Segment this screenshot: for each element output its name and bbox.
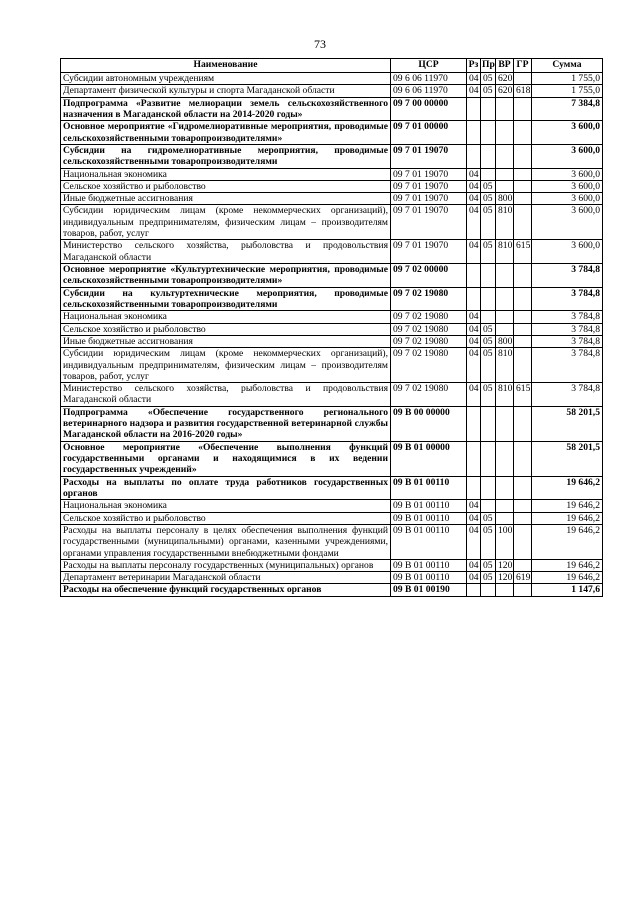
table-row — [61, 406, 603, 441]
cell-pr: 05 — [481, 85, 496, 97]
cell-code: 09 6 06 11970 — [391, 85, 467, 97]
cell-rz: 04 — [467, 348, 481, 383]
cell-amount: 3 600,0 — [532, 205, 603, 240]
cell-rz — [467, 97, 481, 121]
cell-vr: 100 — [496, 524, 514, 559]
table-row — [61, 205, 603, 240]
cell-pr — [481, 441, 496, 476]
cell-rz: 04 — [467, 500, 481, 512]
cell-amount: 19 646,2 — [532, 559, 603, 571]
cell-gr — [514, 348, 532, 383]
cell-code: 09 7 02 19080 — [391, 311, 467, 323]
cell-amount: 7 384,8 — [532, 97, 603, 121]
cell-gr — [514, 441, 532, 476]
cell-amount: 1 755,0 — [532, 85, 603, 97]
header-name: Наименование — [61, 59, 391, 73]
cell-gr — [514, 512, 532, 524]
cell-vr: 800 — [496, 335, 514, 347]
cell-rz: 04 — [467, 180, 481, 192]
cell-vr — [496, 323, 514, 335]
cell-code: 09 В 00 00000 — [391, 406, 467, 441]
header-rz: Рз — [467, 59, 481, 73]
cell-gr — [514, 406, 532, 441]
cell-rz: 04 — [467, 323, 481, 335]
cell-vr — [496, 500, 514, 512]
table-row — [61, 323, 603, 335]
cell-gr — [514, 559, 532, 571]
cell-pr — [481, 168, 496, 180]
table-row — [61, 97, 603, 121]
cell-code: 09 7 02 00000 — [391, 264, 467, 288]
cell-vr — [496, 406, 514, 441]
table-row — [61, 500, 603, 512]
cell-gr — [514, 73, 532, 85]
cell-rz: 04 — [467, 205, 481, 240]
table-row — [61, 476, 603, 500]
cell-code: 09 В 01 00190 — [391, 584, 467, 596]
cell-code: 09 7 01 19070 — [391, 180, 467, 192]
cell-pr — [481, 584, 496, 596]
cell-amount: 58 201,5 — [532, 441, 603, 476]
table-row — [61, 144, 603, 168]
cell-gr — [514, 168, 532, 180]
cell-vr — [496, 476, 514, 500]
cell-pr: 05 — [481, 335, 496, 347]
cell-name: Национальная экономика — [61, 168, 391, 180]
cell-amount: 3 784,8 — [532, 335, 603, 347]
header-amount: Сумма — [532, 59, 603, 73]
cell-vr: 810 — [496, 240, 514, 264]
header-code: ЦСР — [391, 59, 467, 73]
cell-name: Иные бюджетные ассигнования — [61, 193, 391, 205]
cell-name: Субсидии на гидромелиоративные мероприятия, проводимые сельскохозяйственными товаропроизводителями — [61, 144, 391, 168]
cell-name: Субсидии юридическим лицам (кроме некоммерческих организаций), индивидуальным предпринимателям, физическим лицам – производителям товаров, работ, услуг — [61, 205, 391, 240]
cell-amount: 3 784,8 — [532, 323, 603, 335]
cell-amount: 19 646,2 — [532, 572, 603, 584]
cell-name: Подпрограмма «Обеспечение государственного регионального ветеринарного надзора и развития государственной ветеринарной службы Магаданской области на 2016-2020 годы» — [61, 406, 391, 441]
cell-gr — [514, 97, 532, 121]
cell-vr: 810 — [496, 383, 514, 407]
cell-rz: 04 — [467, 73, 481, 85]
cell-vr — [496, 512, 514, 524]
cell-vr — [496, 287, 514, 311]
table-row — [61, 584, 603, 596]
cell-code: 09 6 06 11970 — [391, 73, 467, 85]
cell-code: 09 7 01 19070 — [391, 168, 467, 180]
cell-gr — [514, 144, 532, 168]
cell-gr: 618 — [514, 85, 532, 97]
cell-code: 09 7 01 00000 — [391, 121, 467, 145]
table-row — [61, 524, 603, 559]
table-row — [61, 168, 603, 180]
table-row — [61, 193, 603, 205]
cell-rz: 04 — [467, 335, 481, 347]
cell-name: Субсидии автономным учреждениям — [61, 73, 391, 85]
cell-vr — [496, 584, 514, 596]
cell-rz: 04 — [467, 524, 481, 559]
cell-gr — [514, 193, 532, 205]
cell-pr: 05 — [481, 572, 496, 584]
cell-name: Сельское хозяйство и рыболовство — [61, 512, 391, 524]
cell-vr: 620 — [496, 85, 514, 97]
cell-name: Министерство сельского хозяйства, рыболовства и продовольствия Магаданской области — [61, 383, 391, 407]
cell-vr — [496, 311, 514, 323]
cell-amount: 3 600,0 — [532, 180, 603, 192]
cell-name: Основное мероприятие «Гидромелиоративные мероприятия, проводимые сельскохозяйственными товаропроизводителями» — [61, 121, 391, 145]
cell-vr: 120 — [496, 559, 514, 571]
cell-gr: 615 — [514, 383, 532, 407]
cell-pr: 05 — [481, 193, 496, 205]
table-row — [61, 240, 603, 264]
cell-amount: 58 201,5 — [532, 406, 603, 441]
cell-vr: 810 — [496, 205, 514, 240]
cell-gr: 619 — [514, 572, 532, 584]
table-row — [61, 264, 603, 288]
cell-code: 09 7 02 19080 — [391, 335, 467, 347]
cell-gr — [514, 180, 532, 192]
table-row — [61, 559, 603, 571]
table-row — [61, 180, 603, 192]
cell-rz: 04 — [467, 512, 481, 524]
cell-vr: 800 — [496, 193, 514, 205]
cell-code: 09 В 01 00110 — [391, 524, 467, 559]
table-row — [61, 311, 603, 323]
cell-name: Национальная экономика — [61, 311, 391, 323]
table-body — [61, 73, 603, 597]
cell-pr — [481, 97, 496, 121]
cell-pr — [481, 264, 496, 288]
cell-gr — [514, 524, 532, 559]
table-row — [61, 348, 603, 383]
cell-code: 09 В 01 00110 — [391, 512, 467, 524]
cell-pr — [481, 121, 496, 145]
cell-vr — [496, 441, 514, 476]
cell-code: 09 7 01 19070 — [391, 193, 467, 205]
cell-vr — [496, 180, 514, 192]
cell-code: 09 В 01 00110 — [391, 572, 467, 584]
table-row — [61, 121, 603, 145]
cell-pr — [481, 500, 496, 512]
cell-pr: 05 — [481, 383, 496, 407]
cell-rz: 04 — [467, 85, 481, 97]
cell-amount: 19 646,2 — [532, 524, 603, 559]
cell-amount: 3 600,0 — [532, 144, 603, 168]
cell-code: 09 7 02 19080 — [391, 287, 467, 311]
cell-gr — [514, 500, 532, 512]
cell-pr: 05 — [481, 348, 496, 383]
cell-pr — [481, 406, 496, 441]
table-row — [61, 287, 603, 311]
cell-pr: 05 — [481, 323, 496, 335]
budget-table — [60, 58, 603, 597]
cell-pr: 05 — [481, 205, 496, 240]
table-row — [61, 441, 603, 476]
cell-vr — [496, 264, 514, 288]
cell-rz: 04 — [467, 193, 481, 205]
cell-rz — [467, 476, 481, 500]
cell-name: Подпрограмма «Развитие мелиорации земель сельскохозяйственного назначения в Магаданской области на 2014-2020 годы» — [61, 97, 391, 121]
cell-name: Сельское хозяйство и рыболовство — [61, 180, 391, 192]
cell-rz: 04 — [467, 168, 481, 180]
cell-pr: 05 — [481, 524, 496, 559]
table-row — [61, 512, 603, 524]
cell-amount: 3 784,8 — [532, 287, 603, 311]
cell-rz: 04 — [467, 240, 481, 264]
cell-name: Министерство сельского хозяйства, рыболовства и продовольствия Магаданской области — [61, 240, 391, 264]
cell-gr — [514, 121, 532, 145]
cell-amount: 3 600,0 — [532, 193, 603, 205]
cell-pr — [481, 476, 496, 500]
cell-pr: 05 — [481, 240, 496, 264]
cell-code: 09 7 01 19070 — [391, 205, 467, 240]
cell-pr — [481, 311, 496, 323]
cell-name: Сельское хозяйство и рыболовство — [61, 323, 391, 335]
cell-amount: 3 600,0 — [532, 121, 603, 145]
cell-pr — [481, 287, 496, 311]
cell-amount: 19 646,2 — [532, 500, 603, 512]
cell-name: Национальная экономика — [61, 500, 391, 512]
cell-amount: 1 755,0 — [532, 73, 603, 85]
cell-rz — [467, 584, 481, 596]
cell-amount: 3 784,8 — [532, 383, 603, 407]
cell-rz: 04 — [467, 572, 481, 584]
cell-rz — [467, 441, 481, 476]
page-number: 73 — [314, 37, 326, 51]
cell-rz — [467, 406, 481, 441]
table-header-row — [61, 59, 603, 73]
cell-pr — [481, 144, 496, 168]
cell-code: 09 7 00 00000 — [391, 97, 467, 121]
table-row — [61, 85, 603, 97]
cell-amount: 3 600,0 — [532, 168, 603, 180]
cell-amount: 1 147,6 — [532, 584, 603, 596]
header-pr: Пр — [481, 59, 496, 73]
cell-name: Иные бюджетные ассигнования — [61, 335, 391, 347]
cell-name: Расходы на выплаты по оплате труда работников государственных органов — [61, 476, 391, 500]
cell-rz — [467, 264, 481, 288]
cell-amount: 19 646,2 — [532, 512, 603, 524]
cell-gr: 615 — [514, 240, 532, 264]
cell-rz — [467, 287, 481, 311]
cell-code: 09 В 01 00110 — [391, 500, 467, 512]
cell-name: Субсидии юридическим лицам (кроме некоммерческих организаций), индивидуальным предпринимателям, физическим лицам – производителям товаров, работ, услуг — [61, 348, 391, 383]
cell-rz: 04 — [467, 383, 481, 407]
cell-code: 09 7 02 19080 — [391, 348, 467, 383]
cell-gr — [514, 476, 532, 500]
cell-vr: 120 — [496, 572, 514, 584]
cell-vr — [496, 144, 514, 168]
cell-amount: 3 784,8 — [532, 311, 603, 323]
cell-name: Основное мероприятие «Обеспечение выполнения функций государственными органами и находящимися в их ведении государственных учреждений» — [61, 441, 391, 476]
table-row — [61, 335, 603, 347]
cell-pr: 05 — [481, 559, 496, 571]
cell-rz — [467, 121, 481, 145]
cell-code: 09 В 01 00110 — [391, 476, 467, 500]
cell-name: Основное мероприятие «Культуртехнические мероприятия, проводимые сельскохозяйственными товаропроизводителями» — [61, 264, 391, 288]
cell-vr — [496, 168, 514, 180]
cell-code: 09 В 01 00110 — [391, 559, 467, 571]
cell-code: 09 7 02 19080 — [391, 383, 467, 407]
cell-gr — [514, 287, 532, 311]
cell-amount: 19 646,2 — [532, 476, 603, 500]
cell-gr — [514, 311, 532, 323]
cell-vr: 620 — [496, 73, 514, 85]
cell-code: 09 В 01 00000 — [391, 441, 467, 476]
cell-amount: 3 784,8 — [532, 348, 603, 383]
cell-name: Департамент ветеринарии Магаданской области — [61, 572, 391, 584]
cell-amount: 3 600,0 — [532, 240, 603, 264]
cell-name: Расходы на выплаты персоналу государственных (муниципальных) органов — [61, 559, 391, 571]
cell-gr — [514, 584, 532, 596]
table-row — [61, 383, 603, 407]
table-row — [61, 73, 603, 85]
cell-name: Субсидии на культуртехнические мероприятия, проводимые сельскохозяйственными товаропроизводителями — [61, 287, 391, 311]
cell-name: Расходы на обеспечение функций государственных органов — [61, 584, 391, 596]
cell-amount: 3 784,8 — [532, 264, 603, 288]
header-vr: ВР — [496, 59, 514, 73]
table-row — [61, 572, 603, 584]
cell-rz: 04 — [467, 559, 481, 571]
cell-pr: 05 — [481, 512, 496, 524]
cell-rz: 04 — [467, 311, 481, 323]
cell-pr: 05 — [481, 180, 496, 192]
cell-pr: 05 — [481, 73, 496, 85]
cell-vr — [496, 121, 514, 145]
cell-gr — [514, 264, 532, 288]
cell-code: 09 7 01 19070 — [391, 144, 467, 168]
cell-name: Департамент физической культуры и спорта Магаданской области — [61, 85, 391, 97]
cell-gr — [514, 323, 532, 335]
cell-gr — [514, 205, 532, 240]
cell-code: 09 7 01 19070 — [391, 240, 467, 264]
header-gr: ГР — [514, 59, 532, 73]
cell-name: Расходы на выплаты персоналу в целях обеспечения выполнения функций государственными (муниципальными) органами, казенными учреждениями, органами управления государственными внебюджетными фондами — [61, 524, 391, 559]
cell-vr: 810 — [496, 348, 514, 383]
cell-code: 09 7 02 19080 — [391, 323, 467, 335]
cell-vr — [496, 97, 514, 121]
cell-rz — [467, 144, 481, 168]
cell-gr — [514, 335, 532, 347]
